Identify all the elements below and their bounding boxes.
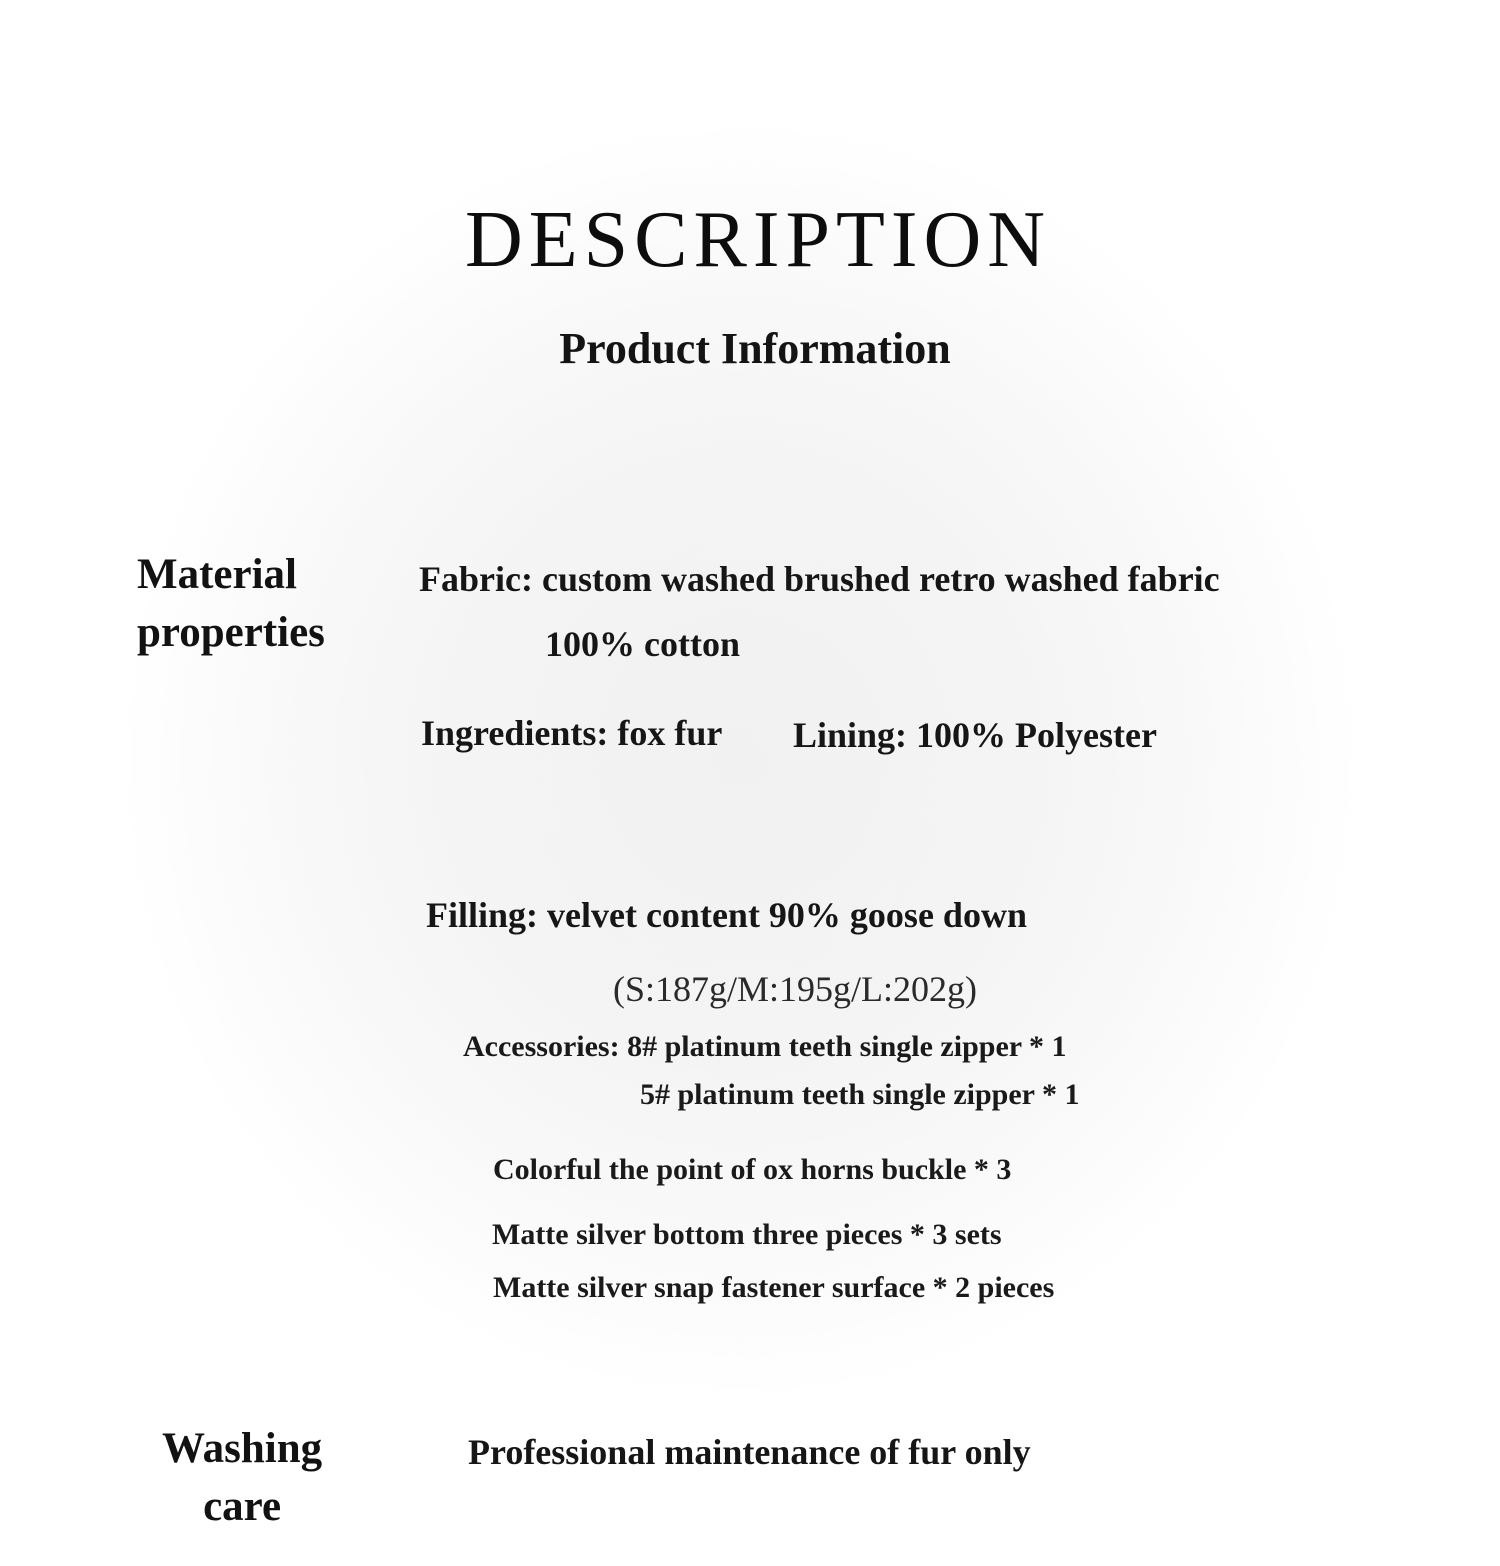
accessories-item: Matte silver bottom three pieces * 3 sets [492,1218,1002,1251]
material-properties-label-line1: Material [137,551,297,598]
accessories-item: Accessories: 8# platinum teeth single zipper * 1 [463,1030,1067,1063]
material-properties-label-line2: properties [137,609,325,656]
filling-weights-text: (S:187g/M:195g/L:202g) [613,969,978,1009]
fabric-text: Fabric: custom washed brushed retro washed fabric [419,559,1220,599]
material-properties-label [137,546,325,662]
washing-care-label [162,1420,322,1536]
washing-instruction-text: Professional maintenance of fur only [468,1432,1031,1472]
accessories-item: Colorful the point of ox horns buckle * 3 [493,1153,1012,1186]
filling-text: Filling: velvet content 90% goose down [426,895,1027,935]
page-subtitle: Product Information [559,324,951,373]
fabric-composition-text: 100% cotton [545,624,740,664]
washing-care-label-line2: care [203,1483,282,1530]
accessories-item: Matte silver snap fastener surface * 2 pieces [493,1271,1055,1304]
accessories-item: 5# platinum teeth single zipper * 1 [640,1078,1080,1111]
page-title: DESCRIPTION [464,196,1052,284]
washing-care-label-line1: Washing [162,1425,323,1472]
lining-text: Lining: 100% Polyester [793,715,1157,755]
ingredients-text: Ingredients: fox fur [421,713,723,753]
